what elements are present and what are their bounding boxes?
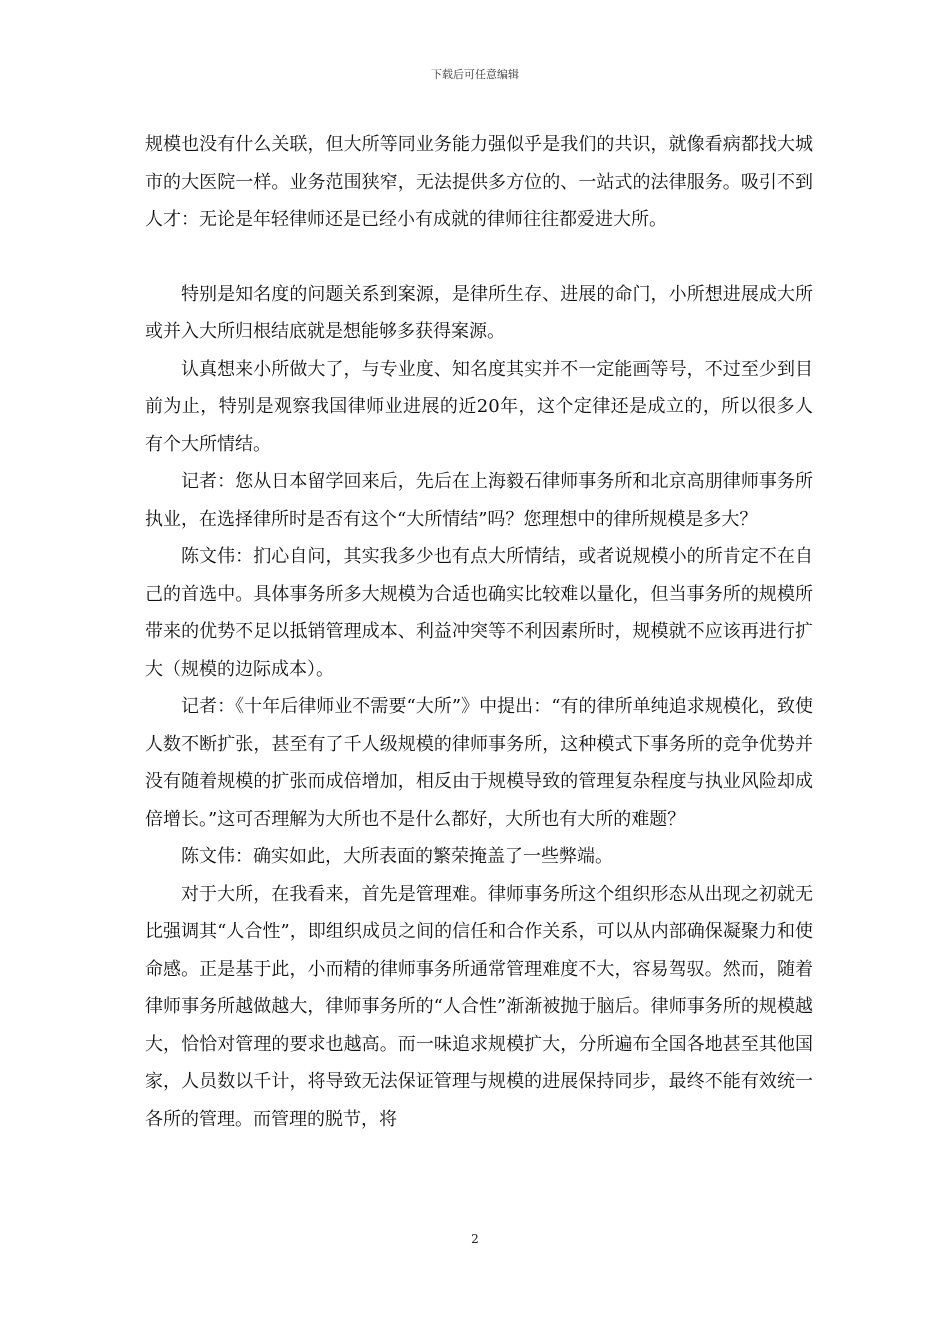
- paragraph: 特别是知名度的问题关系到案源，是律所生存、进展的命门，小所想进展成大所或并入大所归根结底就是想能够多获得案源。: [145, 283, 813, 342]
- paragraph-answer: 陈文伟：确实如此，大所表面的繁荣掩盖了一些弊端。: [181, 846, 613, 867]
- paragraph-reporter-question: 记者：您从日本留学回来后，先后在上海毅石律师事务所和北京高朋律师事务所执业，在选择律所时是否有这个“大所情结”吗？您理想中的律所规模是多大？: [145, 471, 813, 530]
- paragraph-continuation: 规模也没有什么关联，但大所等同业务能力强似乎是我们的共识，就像看病都找大城市的大医院一样。业务范围狭窄，无法提供多方位的、一站式的法律服务。吸引不到人才：无论是年轻律师还是已经小有成就的律师往往都爱进大所。: [145, 134, 813, 230]
- header-note: 下载后可任意编辑: [431, 68, 519, 81]
- paragraph-reporter-question: 记者：《十年后律师业不需要“大所”》中提出：“有的律所单纯追求规模化，致使人数不断扩张，甚至有了千人级规模的律师事务所，这种模式下事务所的竞争优势并没有随着规模的扩张而成倍增加，相反由于规模导致的管理复杂程度与执业风险却成倍增长。”这可否理解为大所也不是什么都好，大所也有大所的难题？: [145, 696, 813, 830]
- paragraph-answer: 陈文伟：扪心自问，其实我多少也有点大所情结，或者说规模小的所肯定不在自己的首选中。具体事务所多大规模为合适也确实比较难以量化，但当事务所的规模所带来的优势不足以抵销管理成本、利益冲突等不利因素所时，规模就不应该再进行扩大（规模的边际成本）。: [145, 546, 813, 680]
- paragraph: 认真想来小所做大了，与专业度、知名度其实并不一定能画等号，不过至少到目前为止，特别是观察我国律师业进展的近20年，这个定律还是成立的，所以很多人有个大所情结。: [145, 358, 813, 455]
- paragraph: 对于大所，在我看来，首先是管理难。律师事务所这个组织形态从出现之初就无比强调其“人合性”，即组织成员之间的信任和合作关系，可以从内部确保凝聚力和使命感。正是基于此，小而精的律师事务所通常管理难度不大，容易驾驭。然而，随着律师事务所越做越大，律师事务所的“人合性”渐渐被抛于脑后。律师事务所的规模越大，恰恰对管理的要求也越高。而一味追求规模扩大，分所遍布全国各地甚至其他国家，人员数以千计，将导致无法保证管理与规模的进展保持同步，最终不能有效统一各所的管理。而管理的脱节，将: [145, 883, 813, 1130]
- document-body: [145, 126, 813, 1138]
- page-number: 2: [471, 1232, 479, 1246]
